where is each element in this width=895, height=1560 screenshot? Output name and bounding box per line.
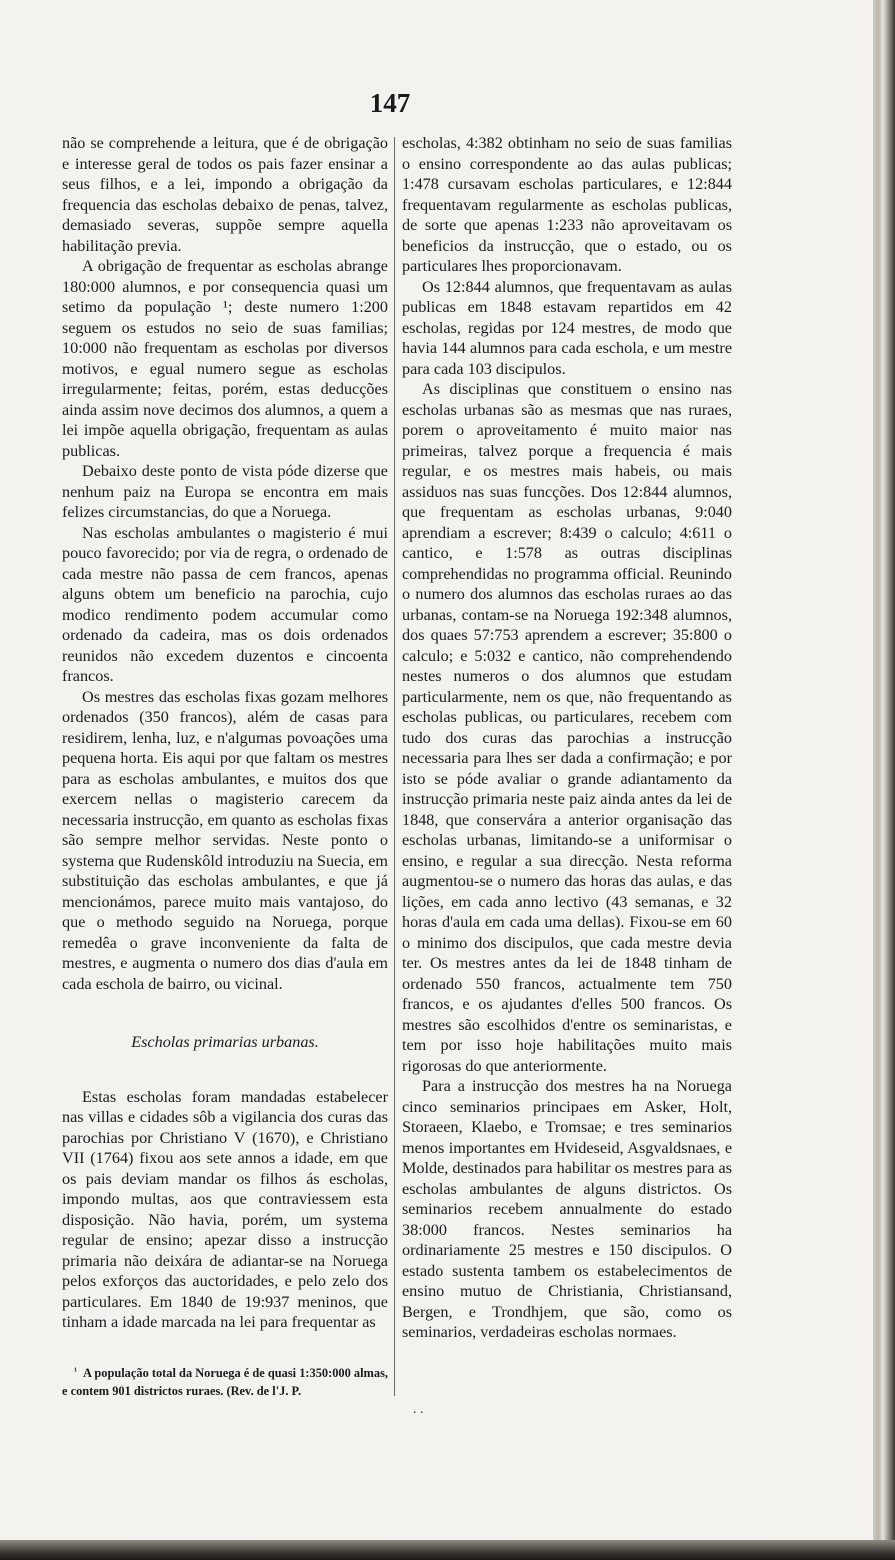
left-paragraph-2: A obrigação de frequentar as escholas abrange 180:000 alumnos, e por consequencia quasi um setimo da população ¹; deste numero 1:200 seguem os estudos no seio de suas familias; 10:000 não frequentam as escholas por diversos motivos, e egual numero segue as escholas irregularmente; feitas, porém, estas deducções ainda assim nove decimos dos alumnos, a quem a lei impõe aquella obrigação, frequentam as aulas publicas. (62, 257, 388, 460)
page-edge-bottom (0, 1540, 895, 1560)
right-paragraph-1: escholas, 4:382 obtinham no seio de suas familias o ensino correspondente ao das aulas publicas; 1:478 cursavam escholas particulares, e 12:844 frequentavam regularmente as escholas publicas, de sorte que apenas 1:233 não aproveitavam os beneficios da instrucção, que o estado, ou os particulares lhes proporcionavam. (402, 134, 732, 275)
page-edge-right (873, 0, 895, 1560)
left-paragraph-5: Os mestres das escholas fixas gozam melhores ordenados (350 francos), além de casas para residirem, lenha, luz, e n'algumas povoações uma pequena horta. Eis aqui por que faltam os mestres para as escholas ambulantes, e muitos dos que exercem nellas o magisterio carecem da necessaria instrucção, em quanto as escholas fixas são sempre melhor servidas. Neste ponto o systema que Rudenskôld introduziu na Suecia, em substituição das escholas ambulantes, e que já mencionámos, parece muito mais vantajoso, do que o methodo seguido na Noruega, porque remedêa o grave inconveniente da falta de mestres, e augmenta o numero dos dias d'aula em cada eschola de bairro, ou vicinal. (62, 687, 388, 993)
left-paragraph-4: Nas escholas ambulantes o magisterio é mui pouco favorecido; por via de regra, o ordenado de cada mestre não passa de cem francos, apenas alguns obtem um beneficio na parochia, cujo modico rendimento podem accumular como ordenado da cadeira, mas os dois ordenados reunidos não excedem duzentos e cincoenta francos. (62, 523, 388, 685)
section-heading: Escholas primarias urbanas. (131, 1033, 319, 1051)
left-paragraph-6: Estas escholas foram mandadas estabelecer nas villas e cidades sôb a vigilancia dos curas das parochias por Christiano V (1670), e Christiano VII (1764) fixou aos sete annos a idade, em que os pais deviam mandar os filhos ás escholas, impondo multas, aos que contraviessem esta disposição. Não havia, porém, um systema regular de ensino; apezar disso a instrucção primaria não deixára de adiantar-se na Noruega pelos exforços das auctoridades, e pelo zelo dos particulares. Em 1840 de 19:937 meninos, que tinham a idade marcada na lei para frequentar as (62, 1087, 388, 1331)
footnote-text: A população total da Noruega é de quasi 1:350:000 almas, e contem 901 districtos ruraes. (Rev. de l'J. P. (62, 1366, 388, 1398)
bottom-mark: . . (413, 1402, 424, 1417)
left-paragraph-1: não se comprehende a leitura, que é de obrigação e interesse geral de todos os pais fazer ensinar a seus filhos, e a lei, impondo a obrigação da frequencia das escholas debaixo de penas, talvez, demasiado severas, suppõe sempre aquella habilitação previa. (62, 134, 388, 255)
footnote-column-divider (394, 1362, 395, 1396)
footnote-marker: ¹ (74, 1366, 77, 1377)
left-column (62, 133, 388, 1333)
right-paragraph-2: Os 12:844 alumnos, que frequentavam as aulas publicas em 1848 estavam repartidos em 42 escholas, regidas por 124 mestres, de modo que havia 144 alumnos para cada eschola, e um mestre para cada 103 discipulos. (402, 277, 732, 378)
right-column (402, 133, 732, 1343)
left-paragraph-3: Debaixo deste ponto de vista póde dizerse que nenhum paiz na Europa se encontra em mais felizes circumstancias, do que a Noruega. (62, 462, 388, 521)
right-paragraph-3: As disciplinas que constituem o ensino nas escholas urbanas são as mesmas que nas ruraes, porem o aproveitamento é muito maior nas primeiras, talvez porque a frequencia é mais regular, e os mestres mais habeis, ou mais assiduos nas suas funcções. Dos 12:844 alumnos, que frequentam as escholas urbanas, 9:040 aprendiam a escrever; 8:439 o calculo; 4:611 o cantico, e 1:578 as outras disciplinas comprehendidas no programma official. Reunindo o numero dos alumnos das escholas ruraes ao das urbanas, contam-se na Noruega 192:348 alumnos, dos quaes 57:753 aprendem a escrever; 35:800 o calculo; e 5:032 e cantico, não comprehendendo nestes numeros o dos alumnos que estudam particularmente, nem os que, não frequentando as escholas publicas, ou particulares, recebem com tudo dos curas das parochias a instrucção necessaria para lhes ser dada a confirmação; e por isto se póde avaliar o grande adiantamento da instrucção primaria neste paiz ainda antes da lei de 1848, que conservára a anterior organisação das escholas urbanas, limitando-se a uniformisar o ensino, e regular a sua direcção. Nesta reforma augmentou-se o numero das horas das aulas, e das lições, em cada anno lectivo (43 semanas, e 32 horas d'aula em cada uma dellas). Fixou-se em 60 o minimo dos discipulos, que cada mestre devia ter. Os mestres antes da lei de 1848 tinham de ordenado 550 francos, actualmente tem 750 francos, e os ajudantes d'elles 500 francos. Os mestres são escolhidos d'entre os seminaristas, e tem por isso hoje habilitações muito mais rigorosas do que anteriormente. (402, 380, 732, 1075)
right-paragraph-4: Para a instrucção dos mestres ha na Noruega cinco seminarios principaes em Asker, Holt, Storaeen, Klaebo, e Tromsae; e tres seminarios menos importantes em Hvideseid, Asgvaldsnaes, e Molde, destinados para habilitar os mestres para as escholas ambulantes de alguns districtos. Os seminarios recebem annualmente do estado 38:000 francos. Nestes seminarios ha ordinariamente 25 mestres e 150 discipulos. O estado sustenta tambem os estabelecimentos de ensino mutuo de Christiania, Christiansand, Bergen, e Trondhjem, que são, como os seminarios, verdadeiras escholas normaes. (402, 1077, 732, 1341)
column-divider (394, 137, 395, 1392)
footnote (62, 1363, 388, 1400)
page-number: 147 (369, 88, 411, 118)
